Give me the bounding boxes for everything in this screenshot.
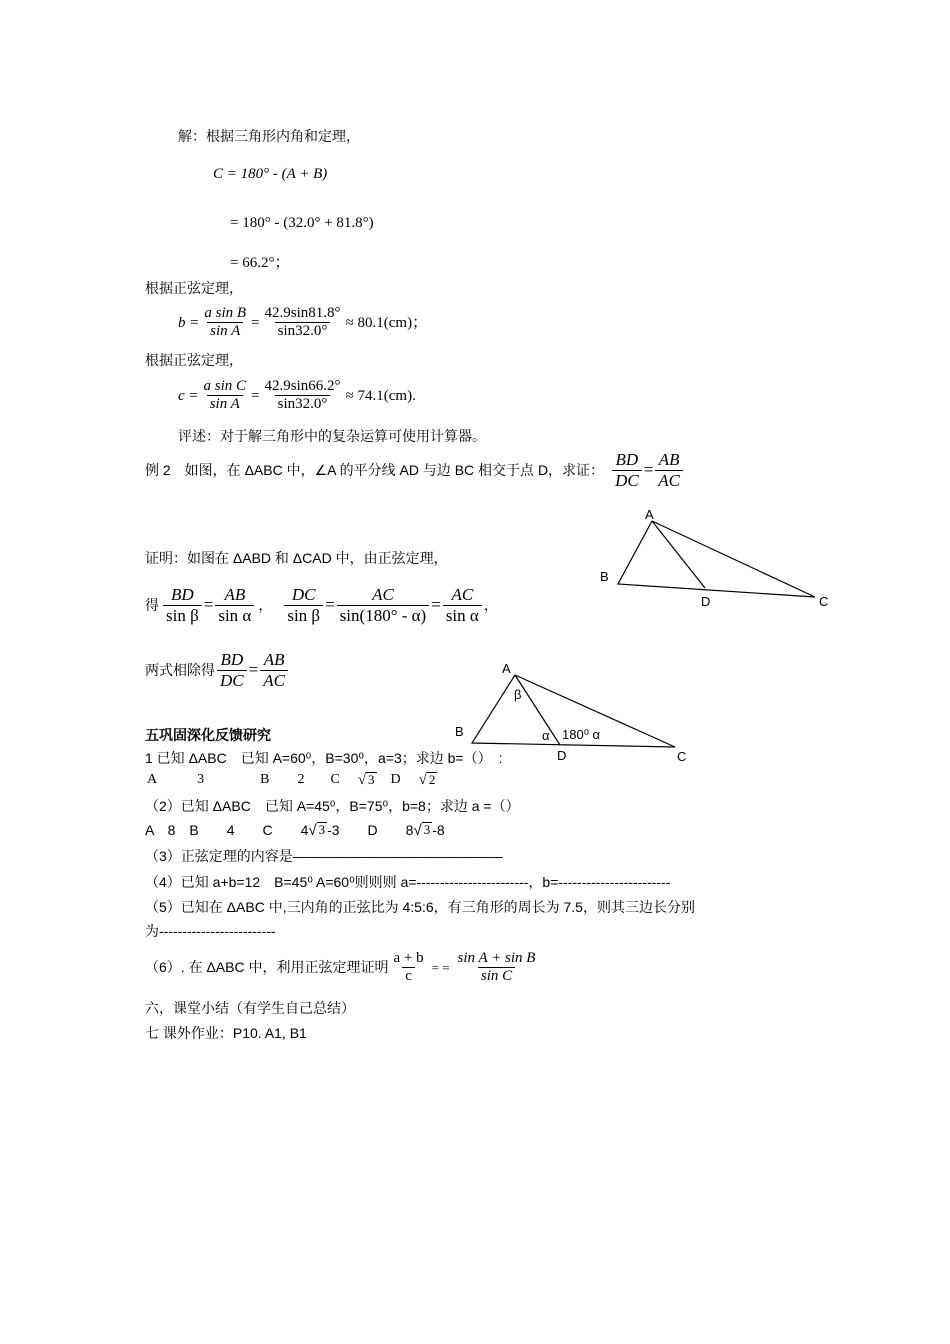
c-frac-1 xyxy=(201,378,250,414)
p-frac-2 xyxy=(215,585,254,625)
q2-d-radicand: 3 xyxy=(423,822,431,838)
b-formula xyxy=(178,305,427,341)
equals-sign: = xyxy=(251,387,260,404)
label-a: A xyxy=(502,661,511,676)
section-7: 七 课外作业：P10. A1, B1 xyxy=(145,1025,307,1041)
equals-sign: = xyxy=(431,594,441,614)
triangle-figure-1 xyxy=(590,500,840,615)
de-label: 得 xyxy=(145,596,159,613)
frac-den: AC xyxy=(260,670,288,691)
equals-sign: = xyxy=(203,594,214,614)
example-2 xyxy=(145,450,685,490)
c-equation-3: = 66.2°； xyxy=(230,255,290,271)
sine-law-label-2: 根据正弦定理， xyxy=(145,352,243,368)
frac-den: sin β xyxy=(163,605,202,626)
p-frac-5 xyxy=(443,585,482,625)
sine-law-label-1: 根据正弦定理， xyxy=(145,280,243,296)
label-b: B xyxy=(455,724,464,739)
label-d: D xyxy=(701,594,711,609)
c-frac-2 xyxy=(262,378,344,414)
example-2-text: 例 2 如图，在 ΔABC 中，∠A 的平分线 AD 与边 BC 相交于点 D，求证： xyxy=(145,461,605,478)
frac-den: sin β xyxy=(284,605,323,626)
question-3: （3）正弦定理的内容是——————————————— xyxy=(145,848,503,864)
option-c-label: C xyxy=(330,772,340,787)
option-b-value: 2 xyxy=(297,772,305,787)
equals-sign: = xyxy=(325,594,335,614)
frac-den: AC xyxy=(655,470,683,491)
label-beta: β xyxy=(514,687,522,702)
frac-den: sin α xyxy=(215,605,254,626)
option-c-sqrt: √ 3 xyxy=(357,772,375,789)
frac-den: c xyxy=(402,967,415,985)
option-d-sqrt: √ 2 xyxy=(418,772,436,789)
c-equation-1: C = 180° - (A + B) xyxy=(213,166,328,182)
label-a: A xyxy=(645,507,654,522)
frac-num: AC xyxy=(451,585,474,604)
question-6 xyxy=(145,950,540,986)
proof-intro: 证明：如图在 ΔABD 和 ΔCAD 中，由正弦定理， xyxy=(145,550,448,566)
q6-frac-1 xyxy=(390,950,426,986)
label-c: C xyxy=(677,749,687,764)
c-formula xyxy=(178,378,416,414)
c-equation-2: = 180° - (32.0° + 81.8°) xyxy=(230,215,374,231)
frac-den: sin C xyxy=(478,967,515,985)
triangle-abc xyxy=(618,521,815,597)
q2-d-tail: -8 xyxy=(432,822,445,838)
q6-frac-2 xyxy=(455,950,539,986)
q2-c-tail: -3 D 8 xyxy=(327,822,414,838)
option-b-label: B xyxy=(260,772,270,787)
option-a-value: 3 xyxy=(197,772,205,787)
frac-num: DC xyxy=(291,585,316,604)
frac-den: sin(180° - α) xyxy=(337,605,430,626)
frac-num: a + b xyxy=(393,950,424,966)
divide-text: 两式相除得 xyxy=(145,661,215,678)
option-d-value: 2 xyxy=(428,772,436,788)
q2-c-sqrt: √ 3 xyxy=(308,822,326,840)
b-frac-1 xyxy=(201,305,249,341)
label-b: B xyxy=(600,569,609,584)
frac-den: DC xyxy=(217,670,247,691)
section-5-heading: 五巩固深化反馈研究 xyxy=(145,727,271,743)
label-alpha: α xyxy=(542,728,550,743)
c-frac-2-num: 42.9sin66.2° xyxy=(264,378,341,394)
b-lhs: b = xyxy=(178,314,200,331)
equals-sign: = xyxy=(643,459,654,479)
p-frac-3 xyxy=(284,585,323,625)
c-frac-2-den: sin32.0° xyxy=(275,395,331,413)
frac-den: DC xyxy=(612,470,642,491)
d-frac-2 xyxy=(260,650,288,690)
proof-equation xyxy=(145,585,498,625)
comma: ， xyxy=(483,596,498,613)
question-1-options xyxy=(145,772,437,789)
q2-options-a-b-c: A 8 B 4 C 4 xyxy=(145,822,309,838)
question-1: 1 已知 ΔABC 已知 A=60⁰，B=30⁰，a=3；求边 b=（） : xyxy=(145,750,503,766)
question-2: （2）已知 ΔABC 已知 A=45⁰，B=75⁰，b=8；求边 a =（） xyxy=(145,798,520,814)
c-lhs: c = xyxy=(178,387,199,404)
comment: 评述：对于解三角形中的复杂运算可使用计算器。 xyxy=(178,428,486,444)
option-d-label: D xyxy=(390,772,401,787)
frac-num: AC xyxy=(372,585,394,604)
q6-equals: = = xyxy=(431,959,450,975)
frac-num: BD xyxy=(220,650,244,669)
frac-num: AB xyxy=(658,450,680,469)
question-6-text: （6）. 在 ΔABC 中，利用正弦定理证明 xyxy=(145,959,389,976)
b-frac-2-den: sin32.0° xyxy=(275,322,331,340)
b-frac-1-den: sin A xyxy=(207,322,243,340)
solution-intro: 解：根据三角形内角和定理， xyxy=(178,128,360,144)
equals-sign: = xyxy=(251,314,260,331)
question-5-line-1: （5）已知在 ΔABC 中,三内角的正弦比为 4:5:6，有三角形的周长为 7.5，则其三边长分别 xyxy=(145,899,695,915)
q2-c-radicand: 3 xyxy=(318,822,326,838)
bisector-ad xyxy=(652,521,705,588)
q2-d-sqrt: √ 3 xyxy=(413,822,431,840)
c-frac-1-num: a sin C xyxy=(203,378,247,394)
frac-num: sin A + sin B xyxy=(457,950,536,966)
divide-equation xyxy=(145,650,290,690)
p-frac-4 xyxy=(337,585,430,625)
frac-num: AB xyxy=(263,650,285,669)
b-frac-2-num: 42.9sin81.8° xyxy=(264,305,341,321)
label-d: D xyxy=(557,748,567,763)
p-frac-1 xyxy=(163,585,202,625)
question-4: （4）已知 a+b=12 B=45⁰ A=60⁰则则则 a=------------------------，b=------------------------ xyxy=(145,874,671,890)
d-frac-1 xyxy=(217,650,247,690)
example-2-frac-left xyxy=(612,450,642,490)
b-frac-2 xyxy=(262,305,344,341)
label-c: C xyxy=(819,594,829,609)
c-result: ≈ 74.1(cm). xyxy=(345,387,416,404)
question-2-options xyxy=(145,822,445,839)
frac-num: BD xyxy=(171,585,194,604)
example-2-frac-right xyxy=(655,450,683,490)
b-frac-1-num: a sin B xyxy=(204,305,247,321)
frac-num: BD xyxy=(615,450,639,469)
label-angle-180: 180⁰ α xyxy=(562,727,601,742)
frac-den: sin α xyxy=(443,605,482,626)
section-6: 六，课堂小结（有学生自己总结） xyxy=(145,1000,355,1016)
comma: ， xyxy=(258,596,273,613)
b-result: ≈ 80.1(cm)； xyxy=(345,314,428,331)
question-5-line-2: 为------------------------- xyxy=(145,923,276,939)
frac-num: AB xyxy=(224,585,246,604)
option-a-label: A xyxy=(147,772,158,787)
option-c-value: 3 xyxy=(368,772,375,788)
equals-sign: = xyxy=(248,659,259,679)
c-frac-1-den: sin A xyxy=(207,395,243,413)
